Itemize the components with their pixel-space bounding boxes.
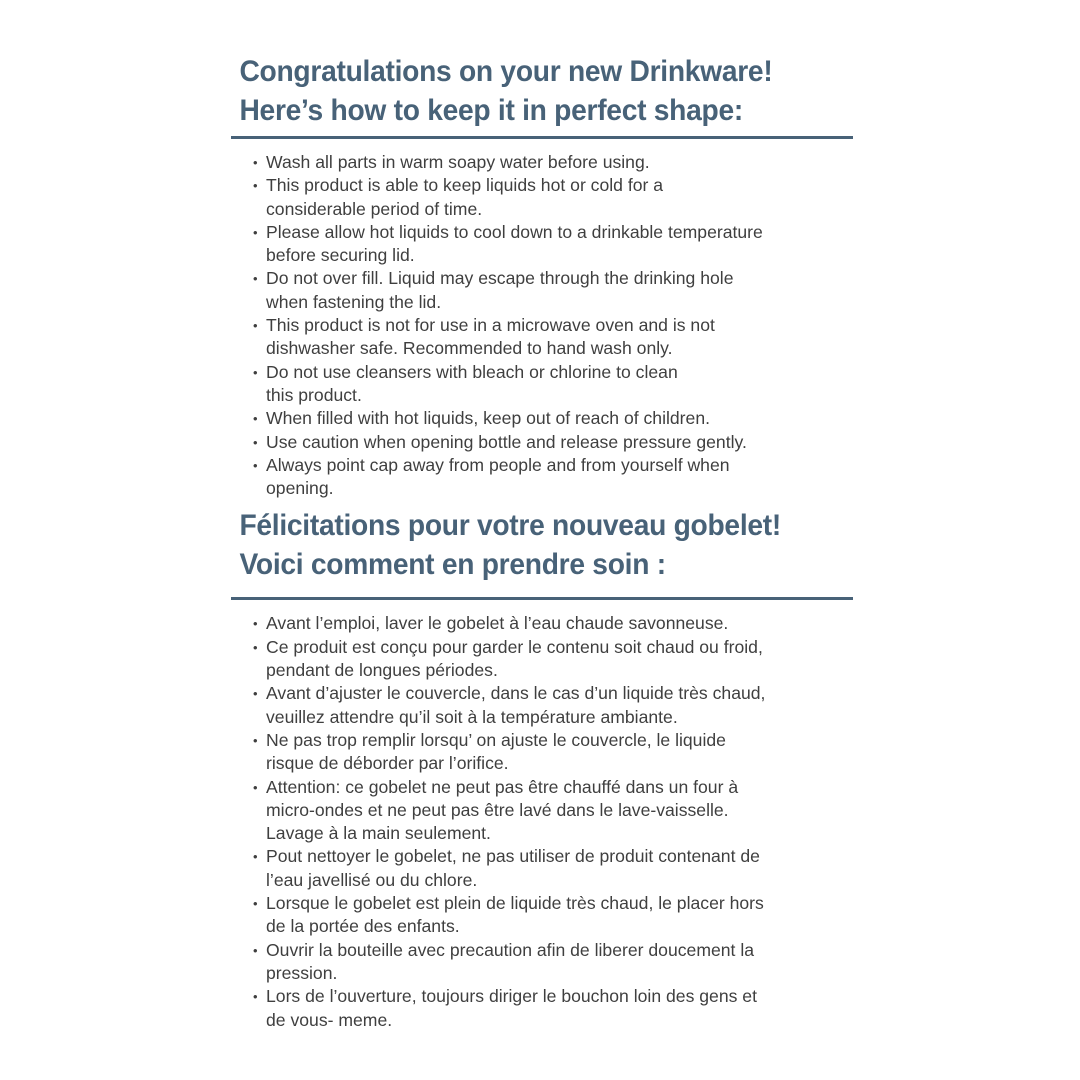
list-item: • This product is able to keep liquids hot or cold for a considerable period of time.	[253, 174, 853, 221]
french-divider	[231, 597, 853, 600]
french-heading	[231, 506, 816, 584]
care-instructions-card	[231, 52, 853, 1032]
list-item: • When filled with hot liquids, keep out of reach of children.	[253, 407, 853, 430]
list-item: • Always point cap away from people and from yourself when opening.	[253, 454, 853, 501]
english-heading-line-1: Congratulations on your new Drinkware!	[239, 55, 773, 88]
list-item: • Avant l’emploi, laver le gobelet à l’eau chaude savonneuse.	[253, 612, 853, 635]
list-item: • This product is not for use in a microwave oven and is not dishwasher safe. Recommended to hand wash only.	[253, 314, 853, 361]
english-heading-line-2: Here’s how to keep it in perfect shape:	[239, 94, 743, 127]
list-item: • Ce produit est conçu pour garder le contenu soit chaud ou froid, pendant de longues périodes.	[253, 636, 853, 683]
list-item: • Wash all parts in warm soapy water before using.	[253, 151, 853, 174]
list-item: • Ne pas trop remplir lorsqu’ on ajuste le couvercle, le liquide risque de déborder par l’orifice.	[253, 729, 853, 776]
list-item: • Lorsque le gobelet est plein de liquide très chaud, le placer hors de la portée des enfants.	[253, 892, 853, 939]
french-heading-line-2: Voici comment en prendre soin :	[239, 548, 666, 582]
french-heading-line-1: Félicitations pour votre nouveau gobelet!	[239, 509, 782, 543]
list-item: • Ouvrir la bouteille avec precaution afin de liberer doucement la pression.	[253, 939, 853, 986]
list-item: • Lors de l’ouverture, toujours diriger le bouchon loin des gens et de vous- meme.	[253, 985, 853, 1032]
list-item: • Attention: ce gobelet ne peut pas être chauffé dans un four à micro-ondes et ne peut pas être lavé dans le lave-vaisselle. Lavage à la main seulement.	[253, 776, 853, 846]
list-item: • Pout nettoyer le gobelet, ne pas utiliser de produit contenant de l’eau javellisé ou du chlore.	[253, 845, 853, 892]
english-instructions-list	[231, 151, 853, 500]
list-item: • Do not use cleansers with bleach or chlorine to clean this product.	[253, 361, 853, 408]
list-item: • Avant d’ajuster le couvercle, dans le cas d’un liquide très chaud, veuillez attendre qu’il soit à la température ambiante.	[253, 682, 853, 729]
list-item: • Please allow hot liquids to cool down to a drinkable temperature before securing lid.	[253, 221, 853, 268]
english-heading	[231, 52, 816, 130]
list-item: • Use caution when opening bottle and release pressure gently.	[253, 431, 853, 454]
list-item: • Do not over fill. Liquid may escape through the drinking hole when fastening the lid.	[253, 267, 853, 314]
english-divider	[231, 136, 853, 139]
french-instructions-list	[231, 612, 853, 1031]
